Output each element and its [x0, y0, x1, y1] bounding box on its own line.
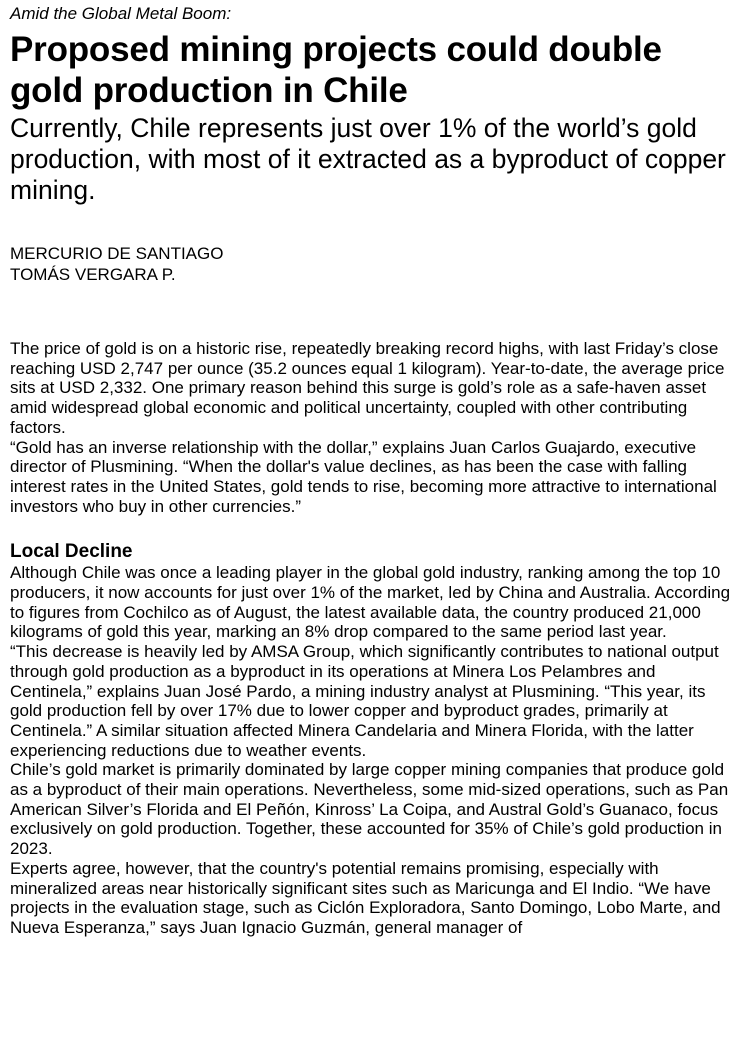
article-headline: Proposed mining projects could double gold production in Chile: [10, 30, 662, 110]
section-heading: Local Decline: [10, 541, 133, 563]
byline-source: MERCURIO DE SANTIAGO: [10, 244, 224, 263]
paragraph: “Gold has an inverse relationship with the dollar,” explains Juan Carlos Guajardo, executive director of Plusmining. “When the dollar's value declines, as has been the case with falling interest rates in the United States, gold tends to rise, becoming more attractive to international investors who buy in other currencies.”: [10, 437, 717, 516]
paragraph: Experts agree, however, that the country's potential remains promising, especially with mineralized areas near historically significant sites such as Maricunga and El Indio. “We have projects in the evaluation stage, such as Ciclón Exploradora, Santo Domingo, Lobo Marte, and Nueva Esperanza,” says Juan Ignacio Guzmán, general manager of: [10, 858, 721, 937]
paragraph: “This decrease is heavily led by AMSA Group, which significantly contributes to national output through gold production as a byproduct in its operations at Minera Los Pelambres and Centinela,” explains Juan José Pardo, a mining industry analyst at Plusmining. “This year, its gold production fell by over 17% due to lower copper and byproduct grades, primarily at Centinela.” A similar situation affected Minera Candelaria and Minera Florida, with the latter experiencing reductions due to weather events.: [10, 642, 719, 760]
article-deck: Currently, Chile represents just over 1% of the world’s gold production, with most of it extracted as a byproduct of copper mining.: [10, 113, 726, 205]
paragraph: Chile’s gold market is primarily dominated by large copper mining companies that produce gold as a byproduct of their main operations. Nevertheless, some mid-sized operations, such as Pan American Silver’s Florida and El Peñón, Kinross’ La Coipa, and Austral Gold’s Guanaco, focus exclusively on gold production. Together, these accounted for 35% of Chile’s gold production in 2023.: [10, 760, 729, 859]
intro-section: [10, 339, 740, 516]
local-decline-section: [10, 563, 740, 937]
byline: [10, 243, 740, 285]
paragraph: Although Chile was once a leading player in the global gold industry, ranking among the top 10 producers, it now accounts for just over 1% of the market, led by China and Australia. According to figures from Cochilco as of August, the latest available data, the country produced 21,000 kilograms of gold this year, marking an 8% drop compared to the same period last year.: [10, 563, 731, 642]
paragraph: The price of gold is on a historic rise, repeatedly breaking record highs, with last Friday’s close reaching USD 2,747 per ounce (35.2 ounces equal 1 kilogram). Year-to-date, the average price sits at USD 2,332. One primary reason behind this surge is gold’s role as a safe-haven asset amid widespread global economic and political uncertainty, coupled with other contributing factors.: [10, 339, 725, 437]
article-kicker: Amid the Global Metal Boom:: [10, 4, 232, 23]
article: [0, 4, 750, 938]
byline-author: TOMÁS VERGARA P.: [10, 265, 176, 284]
